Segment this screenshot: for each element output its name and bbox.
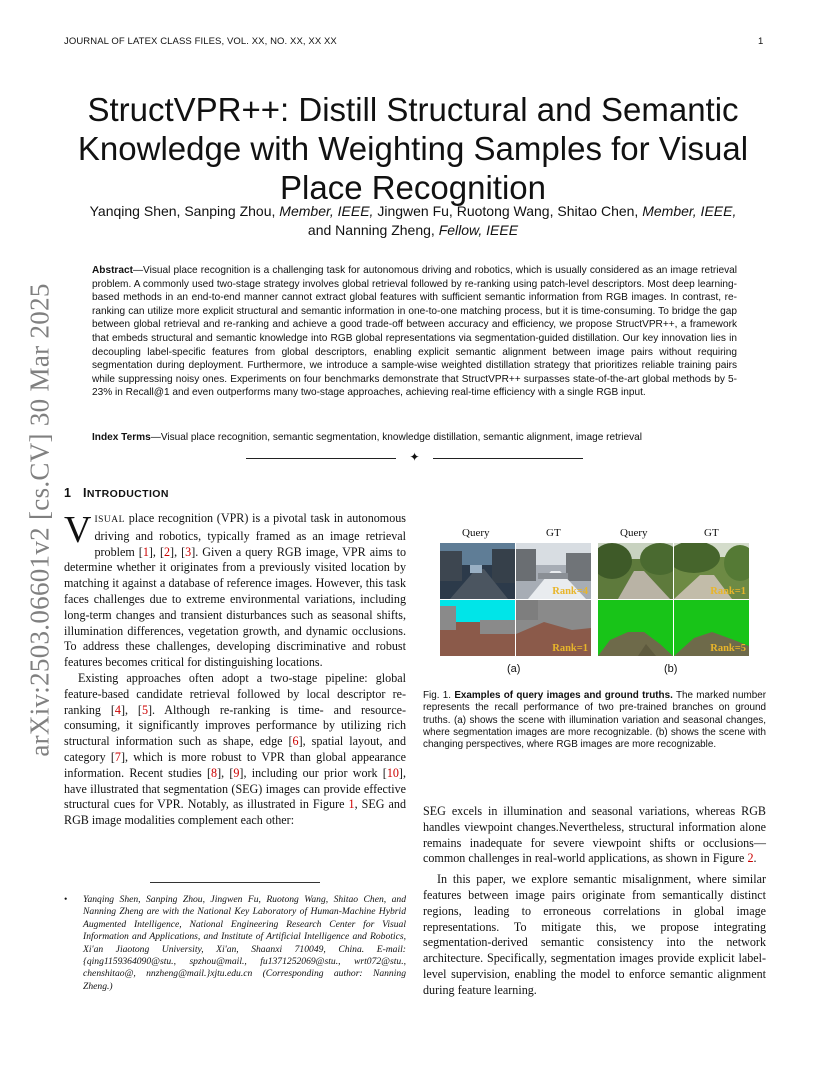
- text-run: ], [: [148, 544, 164, 559]
- text-run: .: [753, 851, 757, 866]
- caption-label: Fig. 1.: [423, 690, 452, 701]
- rank-label-a-rgb: Rank=4: [552, 586, 588, 597]
- section-number: 1: [64, 486, 72, 500]
- figure-1: [440, 522, 766, 682]
- affiliation-footnote: [64, 894, 406, 993]
- query-image-a-seg: [440, 600, 515, 656]
- figure-link[interactable]: 2: [747, 851, 754, 866]
- page-number: 1: [758, 36, 764, 47]
- text-run: ], [: [120, 702, 142, 717]
- text-run: , SEG and RGB image modalities complement each other:: [64, 797, 406, 828]
- citation-link[interactable]: 3: [185, 544, 192, 559]
- figure-link[interactable]: 1: [348, 797, 355, 812]
- author-role-3: Fellow, IEEE: [438, 222, 519, 238]
- gt-image-a-rgb: [516, 543, 591, 599]
- citation-link[interactable]: 1: [142, 544, 149, 559]
- text-run: SEG excels in illumination and seasonal variations, whereas RGB handles viewpoint changes.Nevertheless, structural information alone remains inadequate for severe viewpoint shifts or occlusions—common challenges in real-world applications, as shown in Figure: [423, 804, 766, 866]
- drop-cap: V: [64, 509, 92, 551]
- gt-image-b-rgb: [674, 543, 749, 599]
- text-run: ], spatial layout, and category [: [64, 734, 406, 764]
- query-label-a: Query: [462, 527, 490, 539]
- caption-bold: Examples of query images and ground truths.: [454, 690, 673, 701]
- footnote-bullet: •: [64, 894, 68, 905]
- figure-1-caption: [423, 690, 766, 751]
- author-role-1: Member, IEEE,: [279, 203, 374, 219]
- text-run: ], [: [217, 765, 234, 780]
- subfigure-label-a: (a): [507, 663, 521, 675]
- arxiv-stamp: [20, 280, 60, 760]
- intro-right-column: [423, 804, 766, 999]
- subfigure-label-b: (b): [664, 663, 678, 675]
- rank-label-a-seg: Rank=1: [552, 643, 588, 654]
- citation-link[interactable]: 7: [114, 749, 121, 764]
- smallcaps-word: ISUAL: [94, 515, 125, 525]
- text-run: Existing approaches often adopt a two-stage pipeline: global feature-based candidate retrieval followed by local descriptor re-ranking [: [64, 670, 406, 717]
- section-title-first: I: [82, 486, 87, 500]
- text-run: ], have illustrated that segmentation (SEG) images can provide effective structural cues for VPR. Notably, as illustrated in Figure: [64, 765, 406, 812]
- footnote-text: Yanqing Shen, Sanping Zhou, Jingwen Fu, Ruotong Wang, Shitao Chen, and Nanning Zheng are with the National Key Laboratory of Human-Machine Hybrid Augmented Intelligence, National Engineering Research Center for Visual Information and Applications, and Institute of Artificial Intelligence and Robotics, Xi'an Jiaotong University, Xi'an, Shaanxi 710049, China. E-mail: {qing1159364090@stu., spzhou@mail., fu1371252069@stu., wrt072@stu., chenshitao@, nnzheng@mail.}xjtu.edu.cn (Corresponding author: Nanning Zheng.): [83, 894, 406, 992]
- intro-paragraph-1: [64, 511, 406, 671]
- running-header: JOURNAL OF LATEX CLASS FILES, VOL. XX, NO. XX, XX XX: [64, 36, 337, 47]
- authors-part-2: Jingwen Fu, Ruotong Wang, Shitao Chen,: [373, 203, 643, 219]
- citation-link[interactable]: 2: [164, 544, 171, 559]
- text-run: ], including our prior work [: [239, 765, 387, 780]
- index-terms: [92, 431, 737, 445]
- paper-title: StructVPR++: Distill Structural and Semantic Knowledge with Weighting Samples for Visual Place Recognition: [77, 91, 749, 207]
- citation-link[interactable]: 6: [292, 734, 299, 749]
- section-title-rest: NTRODUCTION: [86, 488, 169, 500]
- author-role-2: Member, IEEE,: [642, 203, 737, 219]
- text-run: place recognition (VPR) is a pivotal task in autonomous driving and robotics, typically framed as an image retrieval problem [: [94, 511, 406, 559]
- abstract-text: —Visual place recognition is a challenging task for autonomous driving and robotics, which is usually considered as an image retrieval problem. A commonly used two-stage strategy involves global retrieval followed by re-ranking using patch-level descriptors. Most deep learning-based methods in an end-to-end manner cannot extract global features with sufficient semantic information from RGB images. In contrast, re-ranking can utilize more explicit structural and semantic information in one-to-one matching process, but it is time-consuming. To bridge the gap between global retrieval and re-ranking and achieve a good trade-off between accuracy and efficiency, we propose StructVPR++, a framework that embeds structural and semantic knowledge into RGB global representations via segmentation-guided distillation. Our key innovation lies in decoupling label-specific features from global descriptors, enabling explicit semantic alignment between image pairs without requiring segmentation during deployment. Furthermore, we introduce a sample-wise weighted distillation strategy that prioritizes reliable training pairs while suppressing noisy ones. Experiments on four benchmarks demonstrate that StructVPR++ surpasses state-of-the-art global methods by 5-23% in Recall@1 and even outperforms many two-stage approaches, achieving real-time efficiency with a single RGB input.: [92, 265, 737, 399]
- rank-label-b-seg: Rank=5: [710, 643, 746, 654]
- divider-diamond: ✦: [409, 450, 420, 464]
- index-terms-text: —Visual place recognition, semantic segmentation, knowledge distillation, semantic alignment, image retrieval: [150, 432, 643, 443]
- text-run: ]. Although re-ranking is time- and resource-consuming, it significantly improves performance by utilizing rich structural information such as shape, edge [: [64, 702, 406, 749]
- index-terms-label: Index Terms: [92, 432, 151, 443]
- gt-image-b-seg: [674, 600, 749, 656]
- abstract-label: Abstract: [92, 265, 133, 276]
- caption-text: The marked number represents the recall performance of two pre-trained branches on ground truths. (a) shows the scene with illumination variation and seasonal changes, where segmentation images are more recognizable. (b) shows the scene with changing perspectives, where RGB images are more recognizable.: [423, 690, 766, 751]
- citation-link[interactable]: 8: [211, 765, 218, 780]
- right-paragraph-1: [423, 804, 766, 867]
- intro-paragraph-2: [64, 671, 406, 829]
- intro-left-column: [64, 511, 406, 829]
- text-run: ]. Given a query RGB image, VPR aims to determine whether it originates from a previously visited location by matching it against a database of reference images. However, this task faces challenges due to extreme environmental variations, including long-term changes and transient disturbances such as seasonal shifts, illumination differences, vegetation growth, and dynamic occlusions. To address these challenges, developing discriminative and robust features becomes critical for distinguishing locations.: [64, 544, 407, 670]
- citation-link[interactable]: 4: [114, 702, 121, 717]
- query-image-a-rgb: [440, 543, 515, 599]
- authors-part-3: and Nanning Zheng,: [307, 222, 439, 238]
- section-divider: [246, 450, 583, 464]
- arxiv-stamp-text: arXiv:2503.06601v2 [cs.CV] 30 Mar 2025: [24, 283, 55, 757]
- right-paragraph-2: In this paper, we explore semantic misalignment, where similar features between image pairs originate from semantically distinct regions, leading to erroneous correlations in global image representations. To mitigate this, we propose integrating segmentation-derived semantic consistency into the network architecture. Specifically, segmentation images provide explicit label-level supervision, enabling the model to enforce semantic alignment during feature learning.: [423, 872, 766, 997]
- gt-label-b: GT: [704, 527, 719, 539]
- gt-image-a-seg: [516, 600, 591, 656]
- citation-link[interactable]: 10: [386, 765, 399, 780]
- gt-label-a: GT: [546, 527, 561, 539]
- text-run: ], which is more robust to VPR than global appearance information. Recent studies [: [64, 749, 406, 780]
- query-image-b-seg: [598, 600, 673, 656]
- query-label-b: Query: [620, 527, 648, 539]
- authors-part-1: Yanqing Shen, Sanping Zhou,: [89, 203, 280, 219]
- text-run: ], [: [170, 544, 186, 559]
- author-list: [60, 202, 766, 240]
- rank-label-b-rgb: Rank=1: [710, 586, 746, 597]
- abstract: [92, 264, 737, 400]
- section-heading: [64, 486, 169, 500]
- citation-link[interactable]: 5: [141, 702, 148, 717]
- citation-link[interactable]: 9: [233, 765, 240, 780]
- query-image-b-rgb: [598, 543, 673, 599]
- footnote-rule: [150, 882, 320, 883]
